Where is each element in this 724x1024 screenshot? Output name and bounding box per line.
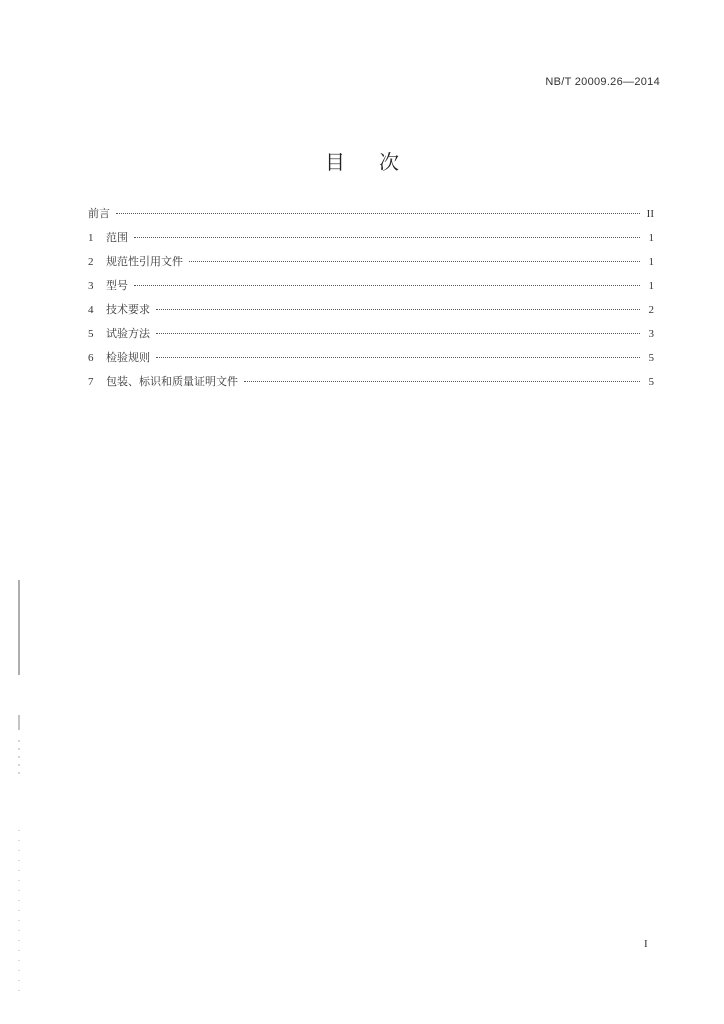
toc-entry-2[interactable] [88,253,654,277]
toc-entry-3[interactable] [88,277,654,301]
dot-leader [134,237,640,238]
dot-leader [156,309,640,310]
toc-entry-4[interactable] [88,301,654,325]
binding-marks-graphic [16,580,22,1000]
toc-entry-number: 2 [88,256,94,268]
dot-leader [156,333,640,334]
toc-entry-6[interactable] [88,349,654,373]
dot-leader [134,285,640,286]
toc-entry-page: 5 [648,376,654,388]
toc-entry-label: 检验规则 [106,351,150,364]
toc-entry-number: 4 [88,304,94,316]
toc-entry-number: 5 [88,328,94,340]
dot-leader [189,261,640,262]
toc-entry-label: 范围 [106,231,128,244]
toc-entry-label: 包装、标识和质量证明文件 [106,375,238,388]
toc-entry-label: 试验方法 [106,327,150,340]
toc-entry-number: 6 [88,352,94,364]
page-title: 目次 [325,150,433,174]
toc-entry-1[interactable] [88,229,654,253]
toc-entry-page: 3 [648,328,654,340]
dot-leader [244,381,640,382]
scan-binding-marks [16,580,22,1000]
toc-entry-7[interactable] [88,373,654,397]
toc-entry-foreword[interactable] [88,205,654,229]
dot-leader [116,213,640,214]
toc-entry-page: 1 [648,232,654,244]
dot-leader [156,357,640,358]
toc-entry-page: 1 [648,256,654,268]
toc-entry-number: 3 [88,280,94,292]
toc-entry-5[interactable] [88,325,654,349]
toc-entry-page: 1 [648,280,654,292]
toc-entry-label: 技术要求 [106,303,150,316]
toc-entry-page: 2 [648,304,654,316]
toc-entry-page: 5 [648,352,654,364]
toc-entry-number: 7 [88,376,94,388]
toc-entry-label: 规范性引用文件 [106,255,183,268]
toc-entry-label: 前言 [88,207,110,220]
page-number: I [644,938,648,950]
table-of-contents [88,205,654,397]
toc-entry-number: 1 [88,232,94,244]
toc-entry-page: II [646,208,654,220]
toc-entry-label: 型号 [106,279,128,292]
standard-code: NB/T 20009.26—2014 [545,76,660,88]
